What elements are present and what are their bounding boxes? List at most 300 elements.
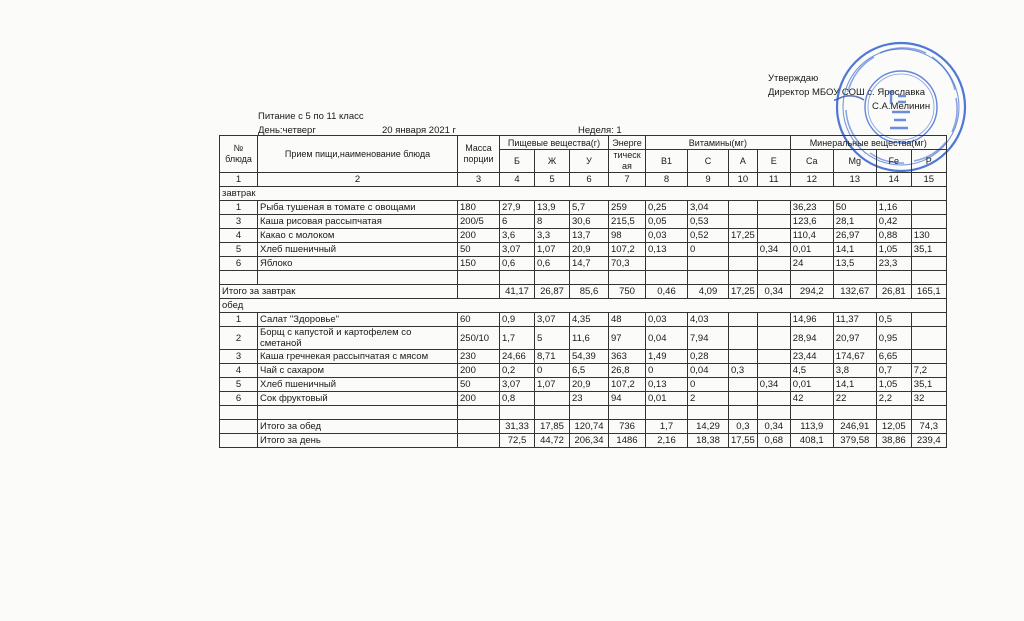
column-number: 12	[790, 173, 833, 187]
table-cell: 32	[911, 392, 946, 406]
table-cell	[609, 271, 646, 285]
table-cell: 28,94	[790, 327, 833, 350]
header-energy: тическ ая	[609, 150, 646, 173]
table-cell: 26,81	[876, 285, 911, 299]
table-cell: 48	[609, 313, 646, 327]
table-cell	[911, 327, 946, 350]
column-number: 1	[220, 173, 258, 187]
nutrition-table	[219, 135, 947, 448]
column-number: 2	[258, 173, 458, 187]
table-cell: 13,5	[833, 257, 876, 271]
table-cell	[757, 406, 790, 420]
table-cell: 0,53	[688, 215, 729, 229]
table-cell: 3,07	[535, 313, 570, 327]
header-mass: Масса порции	[458, 136, 500, 173]
header-vitamins: Витамины(мг)	[646, 136, 791, 150]
table-cell: 97	[609, 327, 646, 350]
dish-name: Каша гречнекая рассыпчатая с мясом	[258, 350, 458, 364]
table-cell	[729, 215, 758, 229]
table-cell	[876, 271, 911, 285]
column-number: 14	[876, 173, 911, 187]
header-b1: B1	[646, 150, 688, 173]
table-cell	[220, 271, 258, 285]
header-fe: Fe	[876, 150, 911, 173]
breakfast-total-row	[220, 285, 947, 299]
table-cell: 107,2	[609, 243, 646, 257]
table-cell: 41,17	[500, 285, 535, 299]
table-cell	[729, 378, 758, 392]
table-cell: 5	[220, 243, 258, 257]
column-number-row	[220, 173, 947, 187]
header-u: У	[570, 150, 609, 173]
table-cell: 0,6	[500, 257, 535, 271]
table-cell: 0,2	[500, 364, 535, 378]
table-cell	[757, 257, 790, 271]
table-cell: 26,87	[535, 285, 570, 299]
table-cell: 6,65	[876, 350, 911, 364]
table-cell: 0,6	[535, 257, 570, 271]
header-minerals: Минеральные вещества(мг)	[790, 136, 946, 150]
approval-title: Утверждаю	[768, 73, 819, 84]
table-cell: 17,25	[729, 285, 758, 299]
approval-position: Директор МБОУ СОШ с. Ярославка	[768, 87, 926, 98]
table-cell: 132,67	[833, 285, 876, 299]
table-cell: 50	[458, 243, 500, 257]
table-cell	[729, 327, 758, 350]
table-cell: 6	[220, 392, 258, 406]
empty-row	[220, 406, 947, 420]
table-cell: 23	[570, 392, 609, 406]
table-cell: 0	[535, 364, 570, 378]
approval-signatory: С.А.Мелинин	[872, 101, 931, 112]
table-cell: 94	[609, 392, 646, 406]
table-cell	[458, 285, 500, 299]
table-cell: 14,29	[688, 420, 729, 434]
table-cell: 2	[688, 392, 729, 406]
table-cell: 206,34	[570, 434, 609, 448]
column-number: 8	[646, 173, 688, 187]
table-cell	[911, 201, 946, 215]
table-cell: 20,9	[570, 243, 609, 257]
table-cell: 4,09	[688, 285, 729, 299]
dish-name: Каша рисовая рассыпчатая	[258, 215, 458, 229]
table-cell: 35,1	[911, 243, 946, 257]
menu-day: День:четверг	[258, 125, 316, 136]
table-cell: 750	[609, 285, 646, 299]
table-cell: 1,05	[876, 243, 911, 257]
empty-row	[220, 271, 947, 285]
header-a: A	[729, 150, 758, 173]
table-cell	[729, 243, 758, 257]
table-cell	[790, 406, 833, 420]
table-cell: 20,97	[833, 327, 876, 350]
table-cell	[458, 406, 500, 420]
table-cell: 0	[688, 378, 729, 392]
header-name: Прием пищи,наименование блюда	[258, 136, 458, 173]
table-cell: 72,5	[500, 434, 535, 448]
table-row	[220, 215, 947, 229]
table-cell: 0,95	[876, 327, 911, 350]
table-cell: 250/10	[458, 327, 500, 350]
table-cell: 0,13	[646, 243, 688, 257]
table-cell: 3,07	[500, 378, 535, 392]
dish-name: Какао с молоком	[258, 229, 458, 243]
table-cell	[911, 350, 946, 364]
day-total-row	[220, 434, 947, 448]
table-cell: 0,13	[646, 378, 688, 392]
table-cell: 379,58	[833, 434, 876, 448]
column-number: 11	[757, 173, 790, 187]
table-cell: 14,1	[833, 243, 876, 257]
lunch-total-row-label: Итого за обед	[258, 420, 458, 434]
table-cell: 1486	[609, 434, 646, 448]
header-b: Б	[500, 150, 535, 173]
table-cell: 0,04	[646, 327, 688, 350]
table-cell: 23,44	[790, 350, 833, 364]
table-cell: 50	[833, 201, 876, 215]
dish-name: Рыба тушеная в томате с овощами	[258, 201, 458, 215]
table-cell: 1,16	[876, 201, 911, 215]
table-cell: 2,16	[646, 434, 688, 448]
table-cell: 110,4	[790, 229, 833, 243]
table-cell: 3,07	[500, 243, 535, 257]
table-cell	[458, 434, 500, 448]
table-cell: 4	[220, 229, 258, 243]
table-cell: 130	[911, 229, 946, 243]
table-row	[220, 378, 947, 392]
table-cell	[500, 406, 535, 420]
table-cell: 0,9	[500, 313, 535, 327]
column-number: 4	[500, 173, 535, 187]
table-cell: 6,5	[570, 364, 609, 378]
table-cell	[220, 406, 258, 420]
table-cell: 0,3	[729, 364, 758, 378]
menu-heading	[258, 110, 622, 138]
table-cell: 0,05	[646, 215, 688, 229]
table-row	[220, 229, 947, 243]
table-cell: 1,7	[500, 327, 535, 350]
section-lunch-label: обед	[220, 299, 947, 313]
table-cell: 44,72	[535, 434, 570, 448]
table-cell: 24	[790, 257, 833, 271]
table-cell: 14,1	[833, 378, 876, 392]
table-cell	[729, 271, 758, 285]
table-cell: 8	[535, 215, 570, 229]
table-cell: 259	[609, 201, 646, 215]
table-cell	[729, 392, 758, 406]
table-cell: 11,6	[570, 327, 609, 350]
table-cell	[729, 350, 758, 364]
table-cell	[688, 271, 729, 285]
table-cell: 0,68	[757, 434, 790, 448]
table-cell	[911, 271, 946, 285]
table-cell	[757, 327, 790, 350]
table-cell	[729, 201, 758, 215]
table-cell: 113,9	[790, 420, 833, 434]
table-cell	[688, 406, 729, 420]
table-cell	[688, 257, 729, 271]
table-row	[220, 243, 947, 257]
table-cell: 0,01	[790, 243, 833, 257]
table-cell: 3,04	[688, 201, 729, 215]
table-cell: 215,5	[609, 215, 646, 229]
dish-name: Хлеб пшеничный	[258, 243, 458, 257]
table-cell: 1,7	[646, 420, 688, 434]
table-cell: 0,7	[876, 364, 911, 378]
table-cell	[729, 406, 758, 420]
table-cell: 1,07	[535, 243, 570, 257]
table-cell	[570, 271, 609, 285]
table-cell: 98	[609, 229, 646, 243]
table-cell: 0,03	[646, 313, 688, 327]
table-cell: 5	[220, 378, 258, 392]
header-energy-top: Энерге	[609, 136, 646, 150]
table-cell: 3,8	[833, 364, 876, 378]
table-cell	[757, 201, 790, 215]
table-cell: 0,5	[876, 313, 911, 327]
table-cell	[911, 313, 946, 327]
table-cell: 3,6	[500, 229, 535, 243]
table-cell: 4,5	[790, 364, 833, 378]
table-cell: 17,25	[729, 229, 758, 243]
table-cell: 5	[535, 327, 570, 350]
table-cell	[876, 406, 911, 420]
dish-name: Сок фруктовый	[258, 392, 458, 406]
table-cell: 0,52	[688, 229, 729, 243]
table-cell: 123,6	[790, 215, 833, 229]
dish-name: Борщ с капустой и картофелем со сметаной	[258, 327, 458, 350]
table-cell: 74,3	[911, 420, 946, 434]
table-cell: 0,03	[646, 229, 688, 243]
table-cell: 60	[458, 313, 500, 327]
table-cell	[911, 257, 946, 271]
table-cell: 150	[458, 257, 500, 271]
table-cell: 22	[833, 392, 876, 406]
column-number: 10	[729, 173, 758, 187]
table-row	[220, 350, 947, 364]
table-cell: 4,35	[570, 313, 609, 327]
table-cell	[757, 271, 790, 285]
table-cell: 13,9	[535, 201, 570, 215]
table-cell: 107,2	[609, 378, 646, 392]
table-cell: 4,03	[688, 313, 729, 327]
header-c: C	[688, 150, 729, 173]
table-cell: 230	[458, 350, 500, 364]
table-cell: 1	[220, 313, 258, 327]
table-cell: 2	[220, 327, 258, 350]
table-cell: 5,7	[570, 201, 609, 215]
table-cell: 24,66	[500, 350, 535, 364]
menu-week: Неделя: 1	[578, 125, 622, 136]
table-cell	[458, 271, 500, 285]
table-cell: 23,3	[876, 257, 911, 271]
table-cell: 408,1	[790, 434, 833, 448]
table-cell: 239,4	[911, 434, 946, 448]
table-cell: 85,6	[570, 285, 609, 299]
table-cell: 0	[688, 243, 729, 257]
table-cell	[535, 392, 570, 406]
table-row	[220, 257, 947, 271]
table-cell: 27,9	[500, 201, 535, 215]
menu-title: Питание с 5 по 11 класс	[258, 111, 364, 122]
table-cell: 0,01	[646, 392, 688, 406]
table-cell: 3	[220, 350, 258, 364]
table-cell: 165,1	[911, 285, 946, 299]
column-number: 5	[535, 173, 570, 187]
table-cell: 1,49	[646, 350, 688, 364]
table-cell: 17,85	[535, 420, 570, 434]
table-cell: 6	[500, 215, 535, 229]
table-cell: 0,42	[876, 215, 911, 229]
table-cell: 200	[458, 229, 500, 243]
table-cell	[790, 271, 833, 285]
table-cell: 363	[609, 350, 646, 364]
table-cell	[646, 406, 688, 420]
dish-name: Хлеб пшеничный	[258, 378, 458, 392]
table-cell: 18,38	[688, 434, 729, 448]
table-cell: 12,05	[876, 420, 911, 434]
table-cell: 14,7	[570, 257, 609, 271]
table-cell: 1,05	[876, 378, 911, 392]
table-cell: 26,97	[833, 229, 876, 243]
table-row	[220, 313, 947, 327]
table-cell	[757, 215, 790, 229]
table-cell: 200	[458, 392, 500, 406]
table-cell: 0,04	[688, 364, 729, 378]
table-cell: 294,2	[790, 285, 833, 299]
table-cell: 180	[458, 201, 500, 215]
table-cell	[220, 420, 258, 434]
dish-name: Яблоко	[258, 257, 458, 271]
table-body	[220, 173, 947, 448]
table-cell: 14,96	[790, 313, 833, 327]
header-nutrients: Пищевые вещества(г)	[500, 136, 609, 150]
section-breakfast-label: завтрак	[220, 187, 947, 201]
table-cell: 42	[790, 392, 833, 406]
table-cell: 17,55	[729, 434, 758, 448]
table-cell: 6	[220, 257, 258, 271]
header-ca: Ca	[790, 150, 833, 173]
header-mg: Mg	[833, 150, 876, 173]
header-p: P	[911, 150, 946, 173]
header-zh: Ж	[535, 150, 570, 173]
table-cell	[500, 271, 535, 285]
menu-date: 20 января 2021 г	[382, 125, 457, 136]
table-cell	[646, 271, 688, 285]
table-cell: 8,71	[535, 350, 570, 364]
table-cell: 7,2	[911, 364, 946, 378]
table-cell: 13,7	[570, 229, 609, 243]
table-cell	[833, 271, 876, 285]
table-cell	[757, 350, 790, 364]
table-cell: 0,34	[757, 420, 790, 434]
table-cell: 28,1	[833, 215, 876, 229]
table-cell: 1,07	[535, 378, 570, 392]
column-number: 7	[609, 173, 646, 187]
table-cell: 38,86	[876, 434, 911, 448]
table-cell: 30,6	[570, 215, 609, 229]
table-cell: 7,94	[688, 327, 729, 350]
table-cell: 0,34	[757, 285, 790, 299]
table-cell: 0,8	[500, 392, 535, 406]
header-e: E	[757, 150, 790, 173]
table-cell: 200	[458, 364, 500, 378]
table-cell	[757, 313, 790, 327]
table-row	[220, 392, 947, 406]
table-row	[220, 364, 947, 378]
column-number: 3	[458, 173, 500, 187]
table-cell: 36,23	[790, 201, 833, 215]
table-cell	[258, 406, 458, 420]
table-cell: 736	[609, 420, 646, 434]
table-cell	[757, 392, 790, 406]
section-breakfast	[220, 187, 947, 201]
table-cell	[535, 271, 570, 285]
table-cell: 0,88	[876, 229, 911, 243]
table-cell: 0,34	[757, 243, 790, 257]
table-cell	[458, 420, 500, 434]
table-row	[220, 201, 947, 215]
column-number: 9	[688, 173, 729, 187]
table-cell: 0,28	[688, 350, 729, 364]
table-cell: 20,9	[570, 378, 609, 392]
table-cell: 3,3	[535, 229, 570, 243]
table-cell	[757, 364, 790, 378]
lunch-total-row	[220, 420, 947, 434]
dish-name: Салат "Здоровье"	[258, 313, 458, 327]
table-cell	[220, 434, 258, 448]
table-cell: 1	[220, 201, 258, 215]
table-cell	[570, 406, 609, 420]
table-cell	[757, 229, 790, 243]
table-cell: 174,67	[833, 350, 876, 364]
table-cell: 0,34	[757, 378, 790, 392]
table-cell	[911, 406, 946, 420]
breakfast-total-row-label: Итого за завтрак	[220, 285, 458, 299]
table-cell	[911, 215, 946, 229]
section-lunch	[220, 299, 947, 313]
table-cell: 0,46	[646, 285, 688, 299]
table-cell: 2,2	[876, 392, 911, 406]
table-cell: 26,8	[609, 364, 646, 378]
table-cell: 3	[220, 215, 258, 229]
table-cell	[833, 406, 876, 420]
table-cell	[729, 257, 758, 271]
table-cell	[646, 257, 688, 271]
table-cell	[258, 271, 458, 285]
table-cell: 70,3	[609, 257, 646, 271]
table-cell: 54,39	[570, 350, 609, 364]
table-cell	[535, 406, 570, 420]
header-num: № блюда	[220, 136, 258, 173]
table-cell: 246,91	[833, 420, 876, 434]
table-cell: 120,74	[570, 420, 609, 434]
table-cell: 35,1	[911, 378, 946, 392]
table-cell	[729, 313, 758, 327]
table-row	[220, 327, 947, 350]
table-cell: 31,33	[500, 420, 535, 434]
table-cell: 11,37	[833, 313, 876, 327]
dish-name: Чай с сахаром	[258, 364, 458, 378]
table-cell: 4	[220, 364, 258, 378]
column-number: 15	[911, 173, 946, 187]
table-cell: 0,3	[729, 420, 758, 434]
table-cell	[609, 406, 646, 420]
table-cell: 200/5	[458, 215, 500, 229]
table-cell: 50	[458, 378, 500, 392]
column-number: 13	[833, 173, 876, 187]
column-number: 6	[570, 173, 609, 187]
